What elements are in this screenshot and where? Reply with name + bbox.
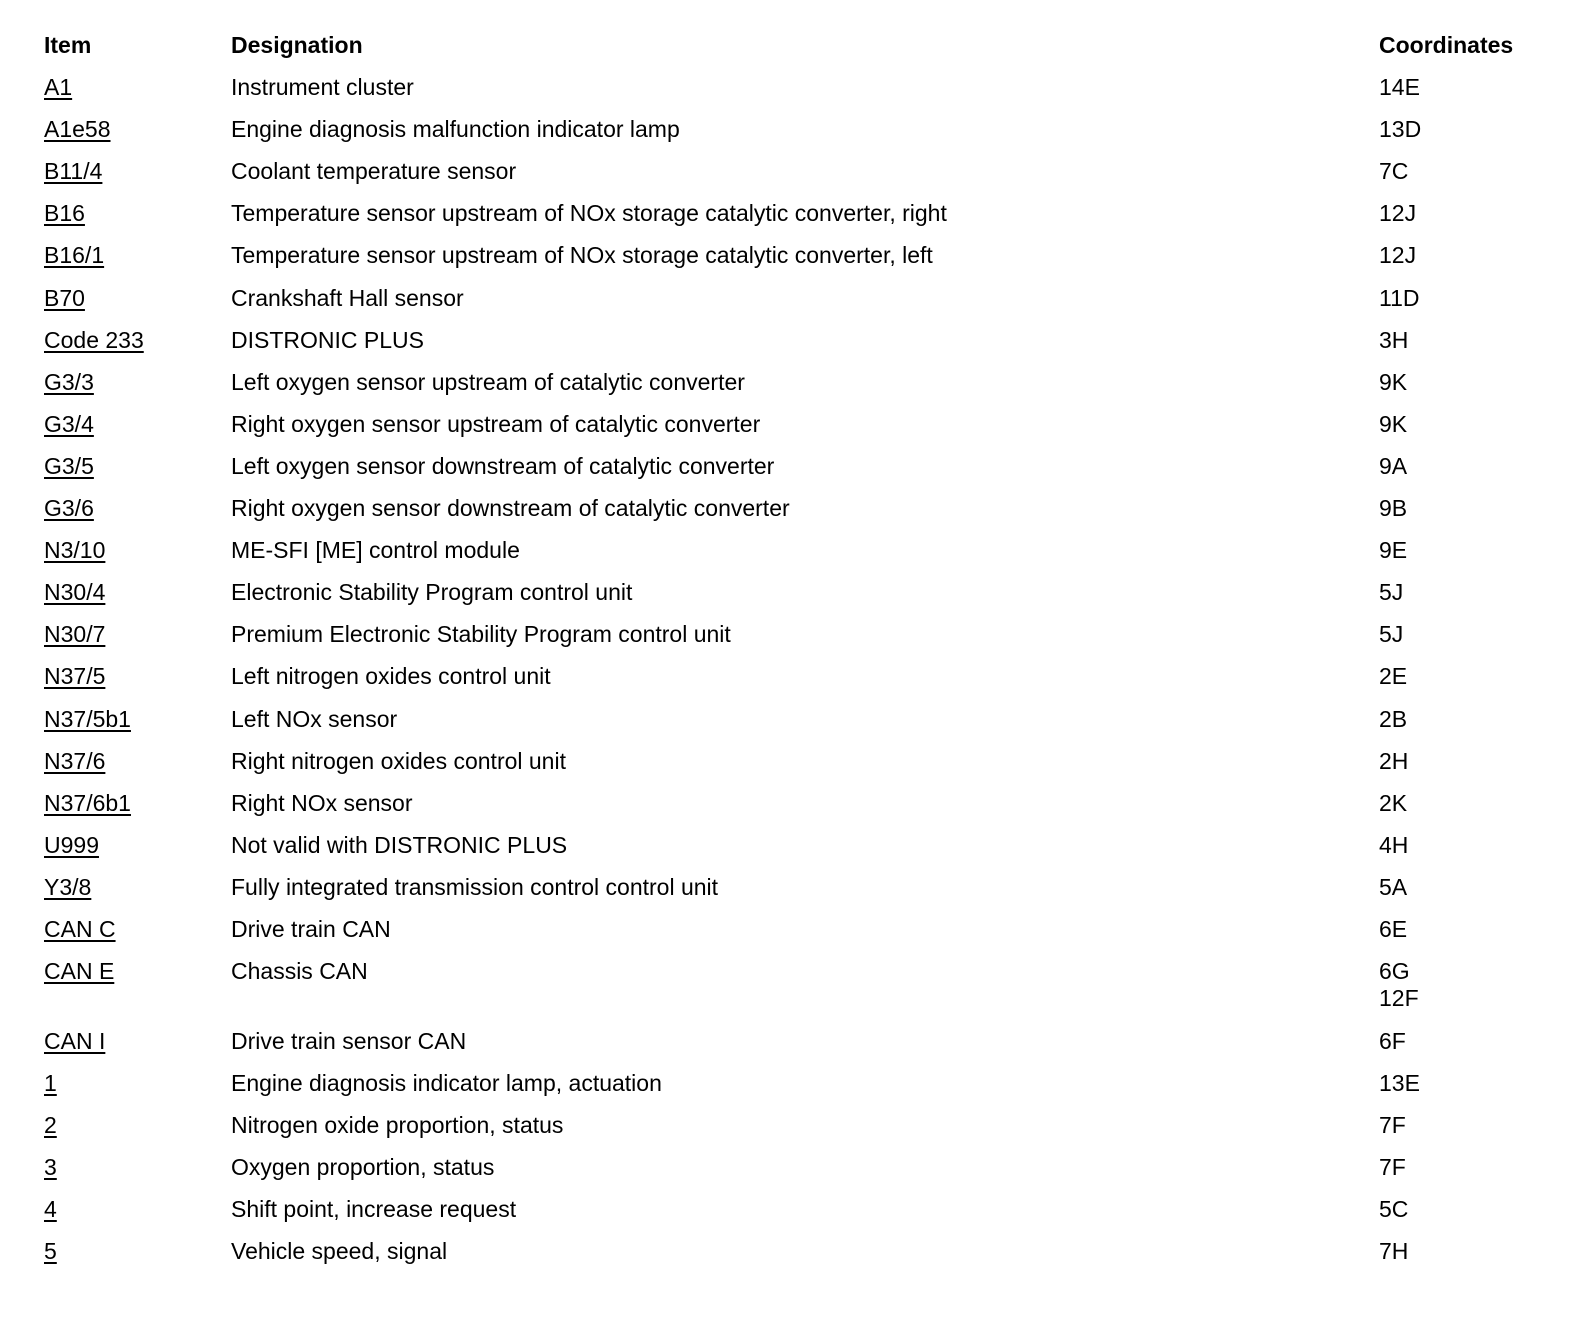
item-link[interactable]: N37/6b1	[44, 790, 131, 816]
coordinate-value: 2E	[1379, 663, 1408, 689]
designation-text: Not valid with DISTRONIC PLUS	[231, 832, 568, 858]
coordinates-cell	[1379, 74, 1420, 101]
coordinates-cell	[1379, 495, 1407, 522]
item-link[interactable]: 3	[44, 1154, 57, 1180]
coordinates-cell	[1379, 579, 1403, 606]
item-link[interactable]: A1	[44, 74, 73, 100]
designation-text: Crankshaft Hall sensor	[231, 285, 464, 311]
designation-text: Premium Electronic Stability Program control unit	[231, 621, 731, 647]
coordinates-cell	[1379, 790, 1407, 817]
designation-text: Right NOx sensor	[231, 790, 413, 816]
designation-text: Instrument cluster	[231, 74, 414, 100]
column-header-coordinates: Coordinates	[1379, 32, 1514, 58]
coordinate-value: 12F	[1379, 985, 1419, 1011]
coordinates-cell	[1379, 748, 1408, 775]
coordinates-cell	[1379, 1238, 1408, 1265]
item-link[interactable]: G3/3	[44, 369, 94, 395]
coordinates-cell	[1379, 453, 1407, 480]
coordinates-cell	[1379, 1070, 1420, 1097]
item-link[interactable]: B70	[44, 285, 85, 311]
item-link[interactable]: 4	[44, 1196, 57, 1222]
coordinate-value: 2H	[1379, 748, 1409, 774]
item-link[interactable]: N37/5	[44, 663, 106, 689]
item-link[interactable]: Code 233	[44, 327, 144, 353]
coordinate-value: 9K	[1379, 369, 1408, 395]
coordinate-value: 6G	[1379, 958, 1410, 984]
item-link[interactable]: N30/4	[44, 579, 106, 605]
designation-text: DISTRONIC PLUS	[231, 327, 424, 353]
item-link[interactable]: CAN I	[44, 1028, 106, 1054]
coordinates-cell	[1379, 706, 1407, 733]
coordinate-value: 11D	[1379, 285, 1420, 311]
item-link[interactable]: Y3/8	[44, 874, 92, 900]
designation-text: Engine diagnosis indicator lamp, actuation	[231, 1070, 662, 1096]
designation-text: Right nitrogen oxides control unit	[231, 748, 566, 774]
designation-text: Vehicle speed, signal	[231, 1238, 448, 1264]
item-link[interactable]: CAN C	[44, 916, 116, 942]
item-link[interactable]: 2	[44, 1112, 57, 1138]
column-header-designation: Designation	[231, 32, 363, 58]
designation-text: ME-SFI [ME] control module	[231, 537, 520, 563]
coordinates-cell	[1379, 874, 1407, 901]
coordinate-value: 7C	[1379, 158, 1409, 184]
coordinate-value: 13E	[1379, 1070, 1420, 1096]
designation-text: Right oxygen sensor downstream of catalytic converter	[231, 495, 790, 521]
designation-text: Left oxygen sensor upstream of catalytic converter	[231, 369, 745, 395]
item-link[interactable]: B16/1	[44, 242, 105, 268]
item-link[interactable]: N3/10	[44, 537, 106, 563]
coordinate-value: 3H	[1379, 327, 1409, 353]
coordinates-cell	[1379, 411, 1407, 438]
item-link[interactable]: 1	[44, 1070, 57, 1096]
designation-text: Left NOx sensor	[231, 706, 398, 732]
designation-text: Drive train sensor CAN	[231, 1028, 467, 1054]
item-link[interactable]: CAN E	[44, 958, 115, 984]
coordinates-cell	[1379, 327, 1408, 354]
item-link[interactable]: N37/6	[44, 748, 106, 774]
designation-text: Oxygen proportion, status	[231, 1154, 495, 1180]
coordinates-cell	[1379, 537, 1407, 564]
coordinates-cell	[1379, 1112, 1406, 1139]
coordinate-value: 12J	[1379, 200, 1417, 226]
designation-text: Left nitrogen oxides control unit	[231, 663, 551, 689]
designation-text: Shift point, increase request	[231, 1196, 517, 1222]
coordinates-cell	[1379, 369, 1407, 396]
coordinate-value: 9E	[1379, 537, 1408, 563]
coordinates-cell	[1379, 663, 1407, 690]
coordinates-cell	[1379, 285, 1420, 312]
coordinate-value: 13D	[1379, 116, 1422, 142]
designation-text: Engine diagnosis malfunction indicator lamp	[231, 116, 680, 142]
item-link[interactable]: G3/4	[44, 411, 94, 437]
item-link[interactable]: B11/4	[44, 158, 103, 184]
coordinates-cell	[1379, 1196, 1408, 1223]
coordinate-value: 6E	[1379, 916, 1408, 942]
designation-text: Temperature sensor upstream of NOx storage catalytic converter, left	[231, 242, 933, 268]
coordinate-value: 2K	[1379, 790, 1408, 816]
coordinates-cell	[1379, 1028, 1406, 1055]
item-link[interactable]: G3/5	[44, 453, 94, 479]
coordinate-value: 7H	[1379, 1238, 1409, 1264]
item-link[interactable]: N37/5b1	[44, 706, 131, 732]
coordinate-value: 6F	[1379, 1028, 1406, 1054]
coordinates-cell	[1379, 116, 1421, 143]
coordinates-cell	[1379, 242, 1416, 269]
coordinates-cell	[1379, 621, 1403, 648]
item-link[interactable]: N30/7	[44, 621, 106, 647]
coordinate-value: 7F	[1379, 1154, 1406, 1180]
coordinates-cell	[1379, 158, 1408, 185]
coordinate-value: 7F	[1379, 1112, 1406, 1138]
item-link[interactable]: B16	[44, 200, 85, 226]
item-link[interactable]: A1e58	[44, 116, 111, 142]
coordinate-value: 9K	[1379, 411, 1408, 437]
designation-text: Left oxygen sensor downstream of catalytic converter	[231, 453, 775, 479]
coordinates-cell	[1379, 1154, 1406, 1181]
item-link[interactable]: 5	[44, 1238, 57, 1264]
coordinate-value: 2B	[1379, 706, 1408, 732]
designation-text: Temperature sensor upstream of NOx storage catalytic converter, right	[231, 200, 947, 226]
designation-text: Right oxygen sensor upstream of catalytic converter	[231, 411, 761, 437]
coordinate-value: 9A	[1379, 453, 1408, 479]
coordinate-value: 5A	[1379, 874, 1408, 900]
item-link[interactable]: G3/6	[44, 495, 94, 521]
coordinates-cell	[1379, 832, 1408, 859]
designation-text: Chassis CAN	[231, 958, 368, 984]
designation-text: Drive train CAN	[231, 916, 391, 942]
coordinate-value: 4H	[1379, 832, 1409, 858]
designation-text: Coolant temperature sensor	[231, 158, 517, 184]
coordinate-value: 9B	[1379, 495, 1408, 521]
coordinate-value: 5C	[1379, 1196, 1409, 1222]
column-header-item: Item	[44, 32, 92, 58]
item-link[interactable]: U999	[44, 832, 99, 858]
coordinate-value: 12J	[1379, 242, 1417, 268]
coordinate-value: 5J	[1379, 579, 1404, 605]
coordinates-cell	[1379, 200, 1416, 227]
designation-text: Fully integrated transmission control control unit	[231, 874, 719, 900]
coordinates-cell	[1379, 958, 1419, 1012]
coordinate-value: 14E	[1379, 74, 1420, 100]
coordinates-cell	[1379, 916, 1407, 943]
designation-text: Nitrogen oxide proportion, status	[231, 1112, 564, 1138]
coordinate-value: 5J	[1379, 621, 1404, 647]
designation-text: Electronic Stability Program control unit	[231, 579, 633, 605]
